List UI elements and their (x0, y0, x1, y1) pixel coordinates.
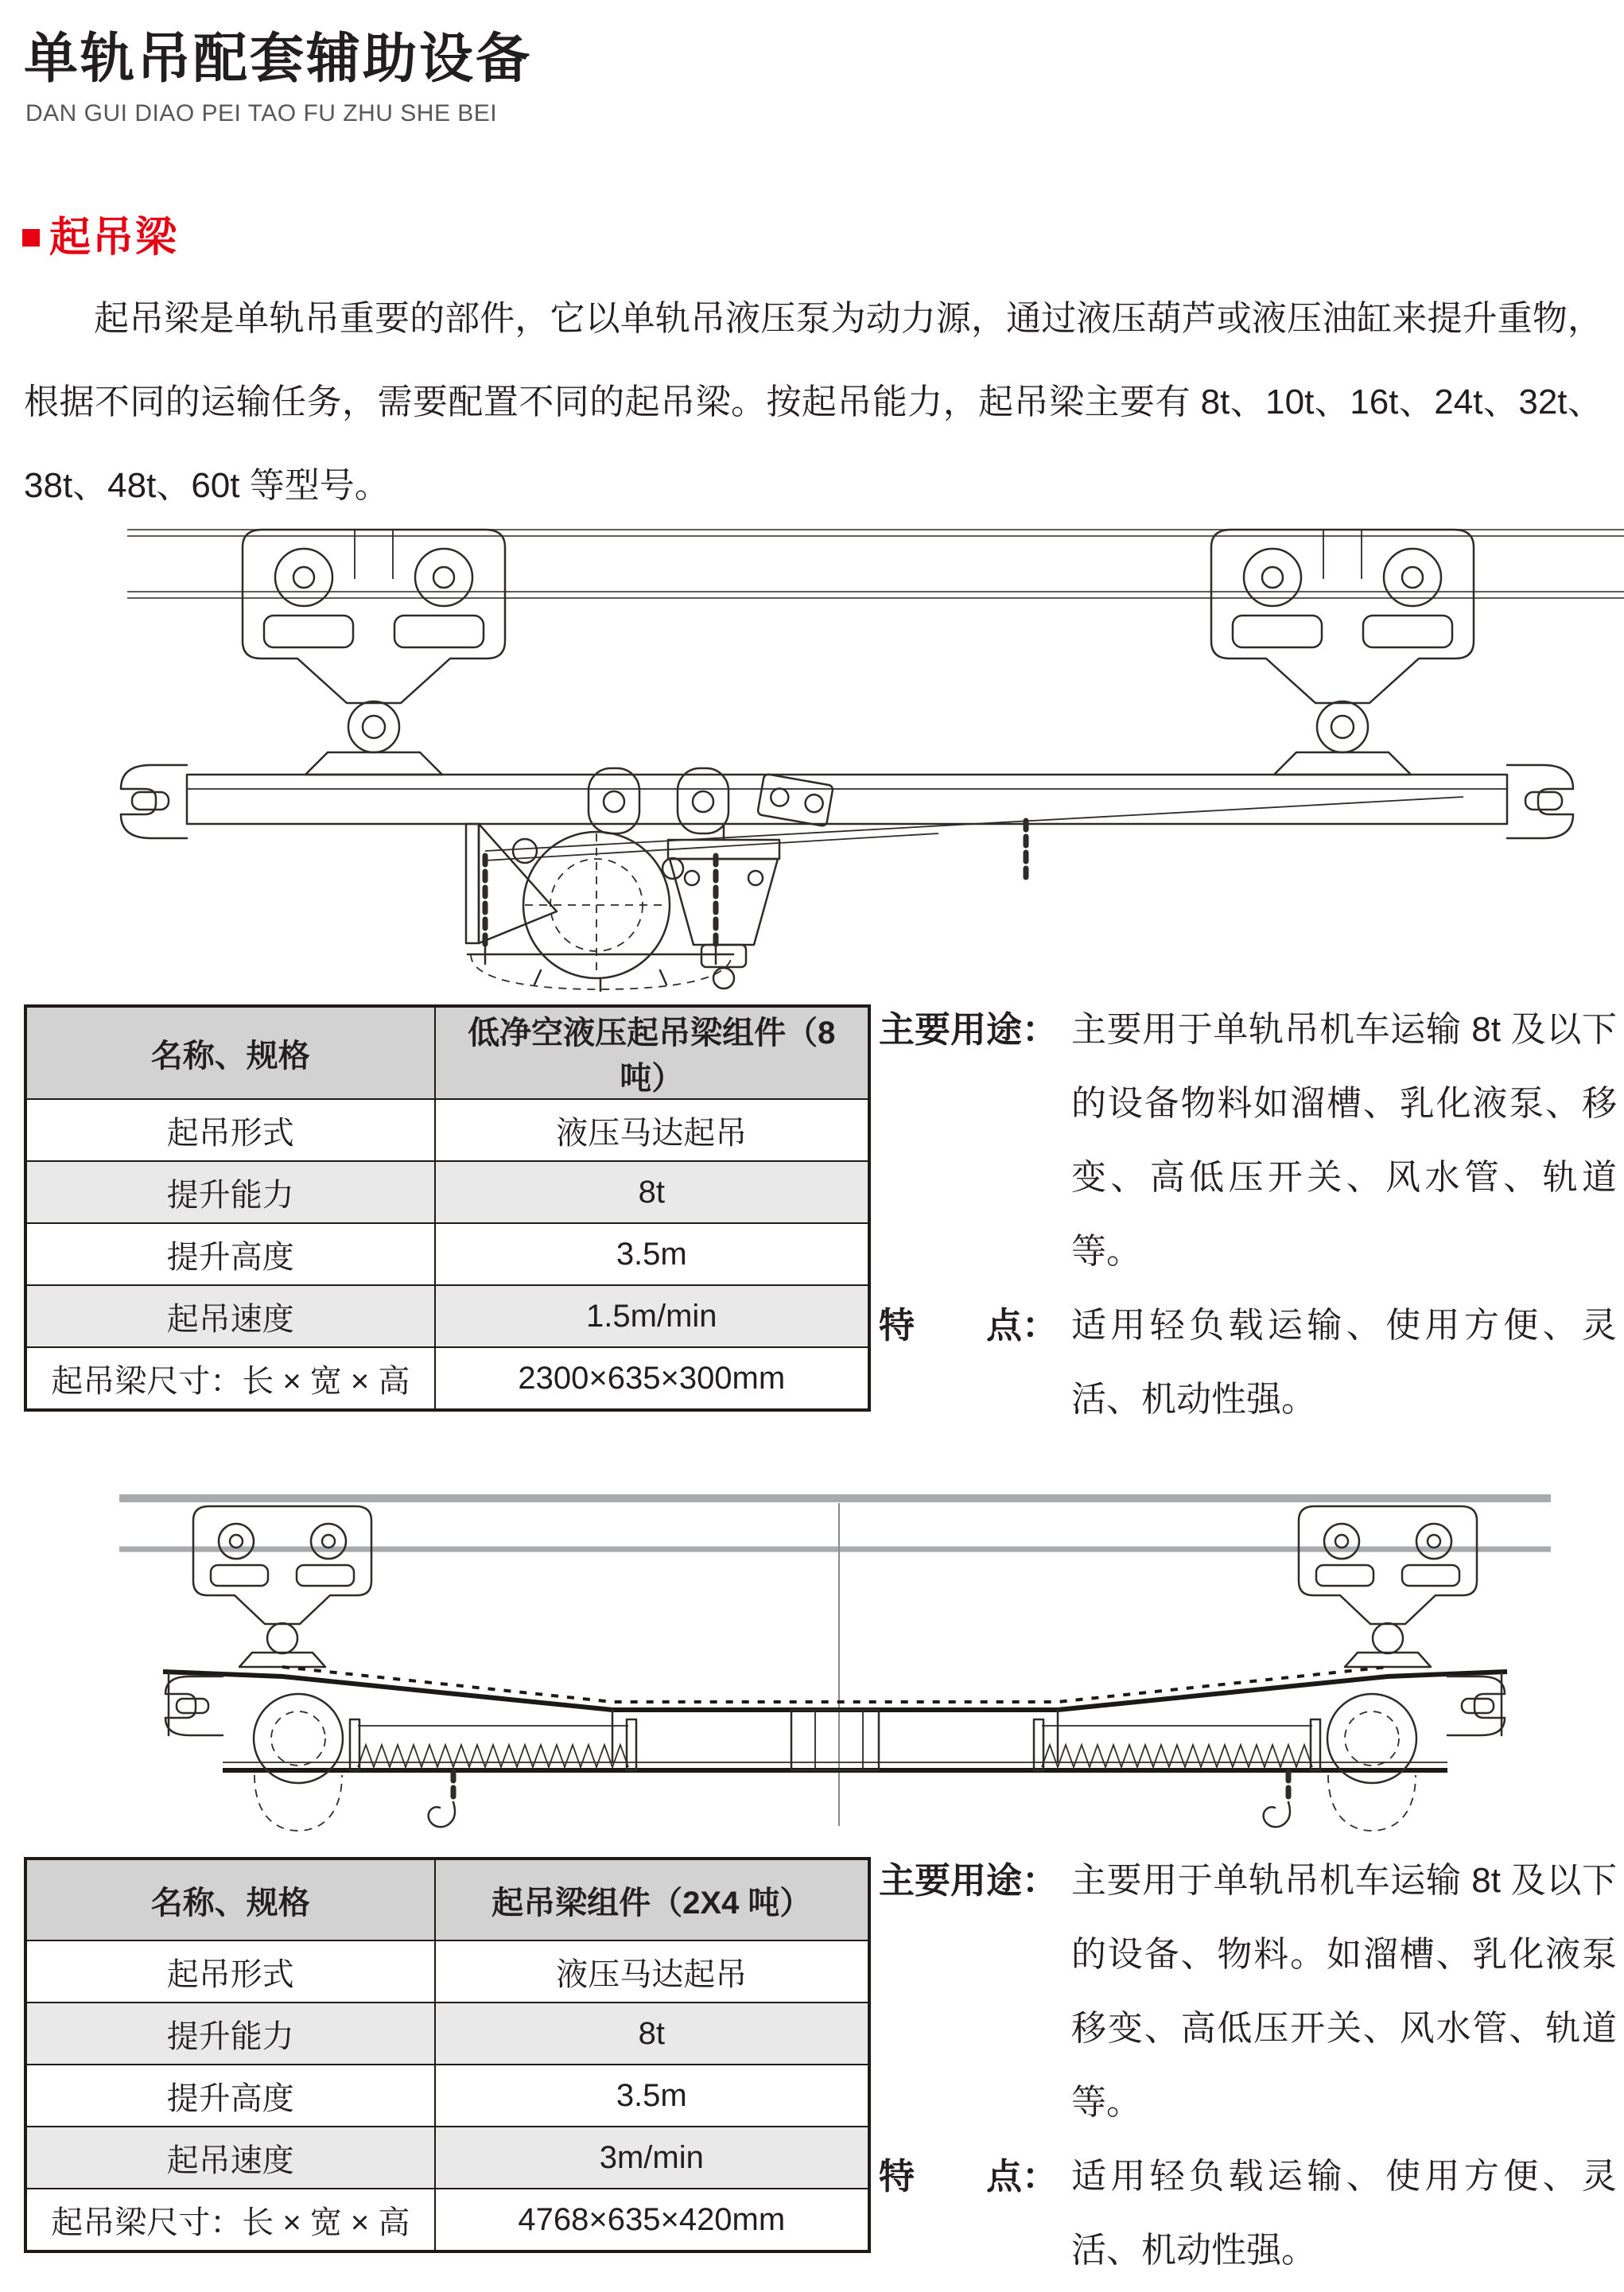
red-square-bullet-icon (22, 229, 40, 247)
table-row (25, 1161, 869, 1223)
product-notes-2x4t (879, 1843, 1617, 2287)
row-label: 起吊形式 (25, 1099, 435, 1161)
row-value: 3.5m (435, 2065, 869, 2127)
col-header-product: 低净空液压起吊梁组件（8 吨） (435, 1006, 869, 1099)
table-row (25, 2127, 869, 2189)
row-label: 提升高度 (25, 2065, 435, 2127)
row-label: 起吊梁尺寸：长 × 宽 × 高 (25, 2189, 435, 2251)
table-row (25, 1347, 869, 1410)
row-value: 3.5m (435, 1223, 869, 1285)
intro-paragraph: 起吊梁是单轨吊重要的部件，它以单轨吊液压泵为动力源，通过液压葫芦或液压油缸来提升重物，根据不同的运输任务，需要配置不同的起吊梁。按起吊能力，起吊梁主要有 8t、10t、16t、24t、32t、38t、48t、60t 等型号。 (24, 299, 1603, 505)
table-row (25, 2189, 869, 2251)
row-label: 起吊速度 (25, 2127, 435, 2189)
col-header-product: 起吊梁组件（2X4 吨） (435, 1859, 869, 1940)
row-value: 液压马达起吊 (435, 1940, 869, 2003)
row-label: 起吊速度 (25, 1285, 435, 1347)
section-header (22, 204, 178, 263)
technical-drawing-8t-lifting-beam (111, 509, 1624, 998)
row-value: 8t (435, 2003, 869, 2065)
features-label: 特 点： (879, 2156, 1059, 2197)
row-value: 3m/min (435, 2127, 869, 2189)
features-text: 适用轻负载运输、使用方便、灵活、机动性强。 (1071, 1306, 1617, 1419)
spec-table-2x4t (24, 1857, 871, 2253)
col-header-name-spec: 名称、规格 (25, 1859, 435, 1940)
usage-label: 主要用途： (879, 1009, 1059, 1050)
section-title: 起吊梁 (49, 215, 179, 261)
table-row (25, 1099, 869, 1161)
table-header-row (25, 1859, 869, 1940)
table-row (25, 2065, 869, 2127)
product-notes-8t (879, 993, 1617, 1436)
usage-text: 主要用于单轨吊机车运输 8t 及以下的设备物料如溜槽、乳化液泵、移变、高低压开关、风水管、轨道等。 (1071, 1010, 1617, 1271)
chain-hook-left (429, 1772, 455, 1827)
page-title: 单轨吊配套辅助设备 (24, 29, 533, 89)
features-label: 特 点： (879, 1305, 1059, 1346)
row-value: 2300×635×300mm (435, 1347, 869, 1410)
usage-text: 主要用于单轨吊机车运输 8t 及以下的设备、物料。如溜槽、乳化液泵移变、高低压开关、风水管、轨道等。 (1071, 1861, 1617, 2122)
row-label: 提升能力 (25, 2003, 435, 2065)
row-value: 4768×635×420mm (435, 2189, 869, 2251)
table-row (25, 1940, 869, 2003)
row-value: 液压马达起吊 (435, 1099, 869, 1161)
usage-label: 主要用途： (879, 1860, 1059, 1901)
page-title-pinyin: DAN GUI DIAO PEI TAO FU ZHU SHE BEI (25, 100, 498, 126)
row-label: 起吊梁尺寸：长 × 宽 × 高 (25, 1347, 435, 1410)
spec-table-8t (24, 1004, 871, 1412)
row-value: 1.5m/min (435, 1285, 869, 1347)
row-label: 提升高度 (25, 1223, 435, 1285)
row-value: 8t (435, 1161, 869, 1223)
table-row (25, 1285, 869, 1347)
chain-hook-right (1264, 1772, 1290, 1827)
features-text: 适用轻负载运输、使用方便、灵活、机动性强。 (1071, 2157, 1617, 2270)
table-header-row (25, 1006, 869, 1099)
row-label: 起吊形式 (25, 1940, 435, 2003)
table-row (25, 2003, 869, 2065)
table-row (25, 1223, 869, 1285)
col-header-name-spec: 名称、规格 (25, 1006, 435, 1099)
technical-drawing-2x4t-lifting-beam (119, 1476, 1551, 1848)
row-label: 提升能力 (25, 1161, 435, 1223)
